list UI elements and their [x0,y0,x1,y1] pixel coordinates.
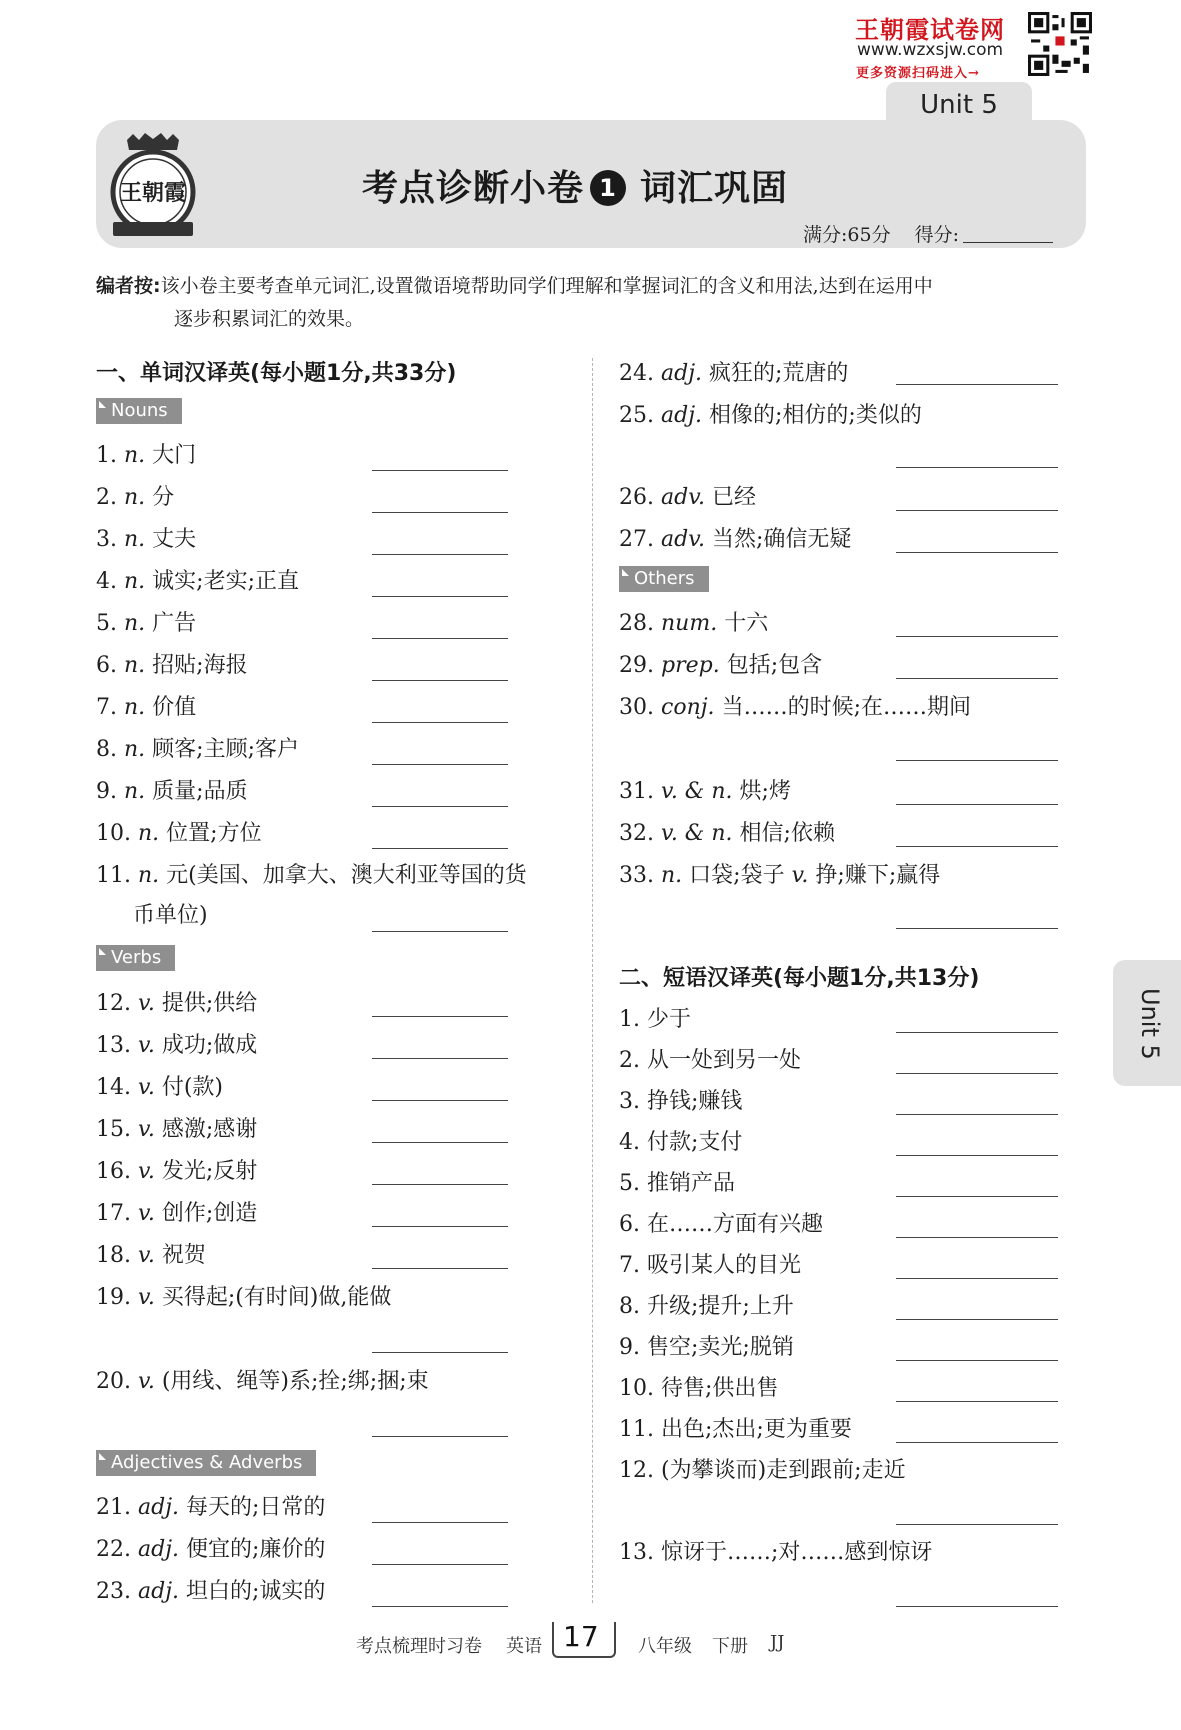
score-blank[interactable] [963,224,1053,243]
phrase-item [619,1043,801,1074]
answer-blank[interactable] [372,1564,508,1565]
part-of-speech: n. [124,611,146,636]
question-number: 9. [96,779,117,804]
phrase-item [619,1166,735,1197]
answer-blank[interactable] [896,1114,1058,1115]
answer-blank[interactable] [896,1278,1058,1279]
part-of-speech: v. [138,1117,155,1142]
question-text: 相像的;相仿的;类似的 [709,403,922,428]
part-of-speech: conj. [661,695,715,720]
qr-code-icon [1028,12,1092,76]
part-of-speech: n. [124,527,146,552]
part-of-speech: n. [124,569,146,594]
part-of-speech: adj. [661,361,703,386]
question-item [96,1364,429,1395]
question-text-continued: 币单位) [133,903,208,928]
answer-blank[interactable] [896,1524,1058,1525]
answer-blank[interactable] [896,552,1058,553]
question-number: 8. [96,737,117,762]
question-item [96,1196,257,1227]
question-number: 7. [619,1253,640,1278]
part-of-speech: num. [661,611,718,636]
question-text: 创作;创造 [161,1201,258,1226]
part-of-speech: adj. [138,1537,180,1562]
footer-volume: 下册 [712,1636,748,1657]
part-of-speech: n. [124,737,146,762]
part-of-speech: v. [138,1285,155,1310]
phrase-item [619,1084,742,1115]
category-adj-adv: Adjectives & Adverbs [96,1450,316,1476]
question-number: 33. [619,863,654,888]
question-item [96,816,262,847]
answer-blank[interactable] [372,1226,508,1227]
phrase-item [619,1330,794,1361]
side-unit-tab-label: Unit 5 [1136,988,1164,1060]
full-score: 满分:65分 [803,224,891,246]
footer-grade: 八年级 [638,1636,692,1657]
question-item [96,1154,257,1185]
question-text: 从一处到另一处 [647,1048,802,1073]
question-number: 26. [619,485,654,510]
answer-blank[interactable] [372,1606,508,1607]
phrase-item [619,1289,794,1320]
question-item [96,774,248,805]
publisher-logo-icon [105,130,201,242]
question-number: 13. [96,1033,131,1058]
question-text: 提供;供给 [161,991,258,1016]
question-text: 包括;包含 [726,653,823,678]
question-number: 21. [96,1495,131,1520]
question-number: 17. [96,1201,131,1226]
category-others: Others [619,566,709,592]
question-number: 5. [619,1171,640,1196]
answer-blank[interactable] [896,1360,1058,1361]
footer-edition: JJ [770,1632,785,1653]
question-number: 27. [619,527,654,552]
question-number: 25. [619,403,654,428]
footer-subject: 英语 [506,1636,542,1657]
brand-url: www.wzxsjw.com [857,40,1004,60]
answer-blank[interactable] [896,510,1058,511]
logo-text: 王朝霞 [119,180,187,206]
part-of-speech: adv. [661,485,706,510]
editor-note-line1: 该小卷主要考查单元词汇,设置微语境帮助同学们理解和掌握词汇的含义和用法,达到在运用中 [160,275,933,297]
question-number: 22. [96,1537,131,1562]
question-text: 丈夫 [152,527,197,552]
answer-blank[interactable] [896,1073,1058,1074]
question-text: 口袋;袋子 [689,863,785,888]
question-item [96,1238,206,1269]
question-text: 当……的时候;在……期间 [721,695,971,720]
question-text: 每天的;日常的 [186,1495,326,1520]
question-item [619,816,835,847]
question-text: 挣钱;赚钱 [647,1089,743,1114]
answer-blank[interactable] [372,554,508,555]
question-item [96,522,196,553]
answer-blank[interactable] [372,1100,508,1101]
question-number: 1. [619,1007,640,1032]
part-of-speech: v. [138,991,155,1016]
question-text: 质量;品质 [152,779,248,804]
paper-title [362,160,788,211]
question-number: 7. [96,695,117,720]
phrase-item [619,1535,932,1566]
question-item [96,648,248,679]
part-of-speech: v. [791,863,809,888]
question-number: 30. [619,695,654,720]
question-text: 元(美国、加拿大、澳大利亚等国的货 [166,863,527,888]
answer-blank[interactable] [372,1142,508,1143]
question-text: 成功;做成 [161,1033,258,1058]
part-of-speech: n. [124,443,146,468]
question-text: 相信;依赖 [739,821,835,846]
score-label: 得分: [914,224,960,246]
question-text: 祝贺 [161,1243,206,1268]
question-item [96,606,196,637]
question-item [96,986,257,1017]
answer-blank[interactable] [896,760,1058,761]
question-item [96,690,196,721]
question-item [96,1070,223,1101]
question-item [96,480,174,511]
part-of-speech: v. [138,1201,155,1226]
question-number: 6. [619,1212,640,1237]
answer-blank[interactable] [896,467,1058,468]
part-of-speech: v. [138,1033,155,1058]
question-text: 挣;赚下;赢得 [815,863,941,888]
question-number: 23. [96,1579,131,1604]
question-text: 推销产品 [647,1171,736,1196]
question-item [96,1112,257,1143]
question-text: 已经 [712,485,757,510]
question-number: 2. [619,1048,640,1073]
question-number: 20. [96,1369,131,1394]
question-number: 12. [96,991,131,1016]
question-number: 9. [619,1335,640,1360]
part-of-speech: n. [138,863,160,888]
part-of-speech: n. [124,653,146,678]
question-text: 吸引某人的目光 [647,1253,802,1278]
editor-note-label: 编者按: [96,275,161,297]
question-number: 5. [96,611,117,636]
question-text: 升级;提升;上升 [647,1294,794,1319]
part-of-speech: n. [138,821,160,846]
question-item [619,522,851,553]
answer-blank[interactable] [372,512,508,513]
answer-blank[interactable] [372,764,508,765]
question-number: 31. [619,779,654,804]
question-item [619,356,848,387]
answer-blank[interactable] [896,1032,1058,1033]
part-of-speech: adj. [661,403,703,428]
part-of-speech: n. [124,485,146,510]
question-text: 惊讶于……;对……感到惊讶 [661,1540,933,1565]
question-number: 28. [619,611,654,636]
answer-blank[interactable] [372,596,508,597]
part-of-speech: n. [124,695,146,720]
category-verbs: Verbs [96,945,175,971]
brand-name: 王朝霞试卷网 [855,15,1005,44]
part-of-speech: v. [138,1159,155,1184]
brand-note: 更多资源扫码进入→ [856,66,980,81]
answer-blank[interactable] [896,1237,1058,1238]
part-of-speech: n. [124,779,146,804]
question-number: 18. [96,1243,131,1268]
answer-blank[interactable] [896,804,1058,805]
phrase-item [619,1371,778,1402]
question-text: 诚实;老实;正直 [152,569,299,594]
answer-blank[interactable] [896,384,1058,385]
title-number-badge: 1 [590,170,626,206]
question-item [96,1574,325,1605]
question-number: 19. [96,1285,131,1310]
question-text: 付(款) [161,1075,223,1100]
unit-tab: Unit 5 [886,82,1032,126]
answer-blank[interactable] [372,638,508,639]
question-number: 3. [619,1089,640,1114]
question-text: 广告 [152,611,197,636]
title-right: 词汇巩固 [640,168,789,209]
question-item [96,1532,325,1563]
answer-blank[interactable] [372,931,508,932]
question-item [619,648,822,679]
question-item [96,1490,325,1521]
question-number: 6. [96,653,117,678]
part-of-speech: v. [138,1369,155,1394]
question-text: 疯狂的;荒唐的 [709,361,849,386]
question-item [96,732,299,763]
question-number: 14. [96,1075,131,1100]
question-number: 10. [619,1376,654,1401]
question-text: 出色;杰出;更为重要 [661,1417,852,1442]
question-text: 大门 [152,443,197,468]
answer-blank[interactable] [372,1016,508,1017]
part-of-speech: adj. [138,1579,180,1604]
question-text: 感激;感谢 [161,1117,258,1142]
answer-blank[interactable] [896,928,1058,929]
part-of-speech: v. & n. [661,779,733,804]
question-number: 3. [96,527,117,552]
question-text: 招贴;海报 [152,653,248,678]
question-number: 4. [619,1130,640,1155]
question-number: 4. [96,569,117,594]
question-number: 11. [619,1417,654,1442]
part-of-speech: adv. [661,527,706,552]
answer-blank[interactable] [372,1436,508,1437]
question-item [619,774,791,805]
question-item [619,606,768,637]
question-number: 24. [619,361,654,386]
question-number: 16. [96,1159,131,1184]
section1-title: 一、单词汉译英(每小题1分,共33分) [96,361,457,386]
question-text: 少于 [647,1007,692,1032]
question-item [619,480,756,511]
answer-blank[interactable] [372,1058,508,1059]
phrase-item [619,1412,852,1443]
answer-blank[interactable] [372,806,508,807]
question-text: 在……方面有兴趣 [647,1212,824,1237]
part-of-speech: v. [138,1075,155,1100]
question-text: 发光;反射 [161,1159,258,1184]
answer-blank[interactable] [372,1268,508,1269]
phrase-item [619,1248,801,1279]
section2-title: 二、短语汉译英(每小题1分,共13分) [619,966,980,991]
question-item [96,1280,391,1311]
part-of-speech: n. [661,863,683,888]
answer-blank[interactable] [372,470,508,471]
question-text: 付款;支付 [647,1130,743,1155]
answer-blank[interactable] [896,1155,1058,1156]
question-number: 2. [96,485,117,510]
question-item [619,858,940,889]
answer-blank[interactable] [896,1319,1058,1320]
question-text: 售空;卖光;脱销 [647,1335,794,1360]
question-text: (为攀谈而)走到跟前;走近 [661,1458,906,1483]
question-number: 8. [619,1294,640,1319]
editor-note [96,270,1086,330]
question-text: 待售;供出售 [661,1376,779,1401]
question-text: 顾客;主顾;客户 [152,737,299,762]
phrase-item [619,1207,823,1238]
answer-blank[interactable] [896,1401,1058,1402]
answer-blank[interactable] [372,1522,508,1523]
question-item [619,398,922,429]
phrase-item [619,1453,906,1484]
question-text: 烘;烤 [739,779,791,804]
question-number: 12. [619,1458,654,1483]
part-of-speech: adj. [138,1495,180,1520]
question-number: 29. [619,653,654,678]
answer-blank[interactable] [896,1442,1058,1443]
part-of-speech: prep. [661,653,720,678]
answer-blank[interactable] [372,848,508,849]
question-number: 13. [619,1540,654,1565]
answer-blank[interactable] [896,846,1058,847]
footer-book: 考点梳理时习卷 [356,1636,482,1657]
part-of-speech: v. & n. [661,821,733,846]
question-item [96,564,299,595]
question-number: 1. [96,443,117,468]
part-of-speech: v. [138,1243,155,1268]
question-number: 11. [96,863,131,888]
question-text: 分 [152,485,175,510]
question-text: 十六 [724,611,769,636]
question-item [96,438,196,469]
category-nouns: Nouns [96,398,182,424]
question-number: 10. [96,821,131,846]
question-text: 买得起;(有时间)做,能做 [161,1285,392,1310]
answer-blank[interactable] [372,1352,508,1353]
question-text: 便宜的;廉价的 [186,1537,326,1562]
phrase-item [619,1125,742,1156]
question-text: (用线、绳等)系;拴;绑;捆;束 [161,1369,429,1394]
question-item [96,1028,257,1059]
page-number: 17 [563,1620,599,1653]
question-number: 32. [619,821,654,846]
phrase-item [619,1002,691,1033]
answer-blank[interactable] [896,636,1058,637]
answer-blank[interactable] [372,722,508,723]
question-item [619,690,971,721]
answer-blank[interactable] [896,1606,1058,1607]
question-text: 位置;方位 [166,821,262,846]
question-text: 当然;确信无疑 [712,527,852,552]
column-divider [592,358,593,1603]
answer-blank[interactable] [372,680,508,681]
title-left: 考点诊断小卷 [362,168,585,209]
question-number: 15. [96,1117,131,1142]
question-text: 坦白的;诚实的 [186,1579,326,1604]
editor-note-line2: 逐步积累词汇的效果。 [174,308,365,330]
answer-blank[interactable] [372,1184,508,1185]
question-text: 价值 [152,695,197,720]
answer-blank[interactable] [896,1196,1058,1197]
score-line [803,220,1053,247]
question-item [96,858,527,889]
answer-blank[interactable] [896,678,1058,679]
